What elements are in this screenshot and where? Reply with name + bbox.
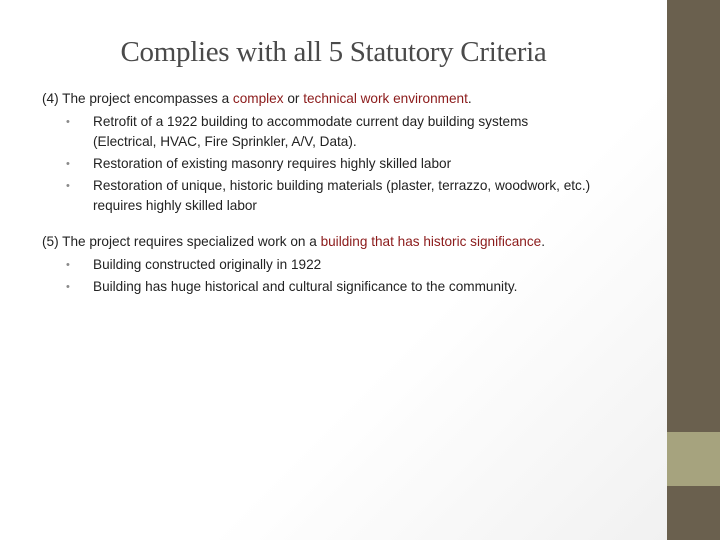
criterion-4-highlight-technical: technical work environment	[303, 91, 468, 106]
bullet-icon: •	[66, 116, 70, 128]
sidebar-accent-block	[667, 432, 720, 486]
bullet-icon: •	[66, 180, 70, 192]
criterion-5-prefix: (5) The project requires specialized work on a	[42, 234, 321, 249]
criterion-4-middle: or	[283, 91, 304, 106]
criterion-5-bullet-list	[42, 255, 652, 297]
list-item	[66, 112, 593, 152]
slide-body	[42, 89, 652, 299]
criterion-5-suffix: .	[541, 234, 545, 249]
bullet-icon: •	[66, 259, 70, 271]
criterion-5-bullet-text: Building constructed originally in 1922	[93, 257, 322, 272]
criterion-4-bullet-text: Retrofit of a 1922 building to accommodate current day building systems (Electrical, HVAC, Fire Sprinkler, A/V, Data).	[93, 114, 529, 149]
criterion-5-heading	[42, 232, 652, 252]
slide-title: Complies with all 5 Statutory Criteria	[120, 36, 547, 68]
criterion-5-highlight-historic: building that has historic significance	[320, 234, 542, 249]
criterion-4-highlight-complex: complex	[232, 91, 284, 106]
criterion-4-bullet-list	[42, 112, 652, 216]
list-item	[66, 176, 618, 216]
criterion-4-bullet-text: Restoration of existing masonry requires highly skilled labor	[93, 156, 452, 171]
bullet-icon: •	[66, 281, 70, 293]
criterion-4-prefix: (4) The project encompasses a	[42, 91, 233, 106]
list-item	[66, 277, 652, 297]
bullet-icon: •	[66, 158, 70, 170]
criterion-5-bullet-text: Building has huge historical and cultural significance to the community.	[93, 279, 518, 294]
criterion-4-suffix: .	[467, 91, 472, 106]
list-item	[66, 154, 652, 174]
list-item	[66, 255, 652, 275]
criterion-4-heading	[42, 89, 652, 109]
criterion-4-bullet-text: Restoration of unique, historic building materials (plaster, terrazzo, woodwork, etc.) requires highly skilled labor	[93, 178, 591, 213]
